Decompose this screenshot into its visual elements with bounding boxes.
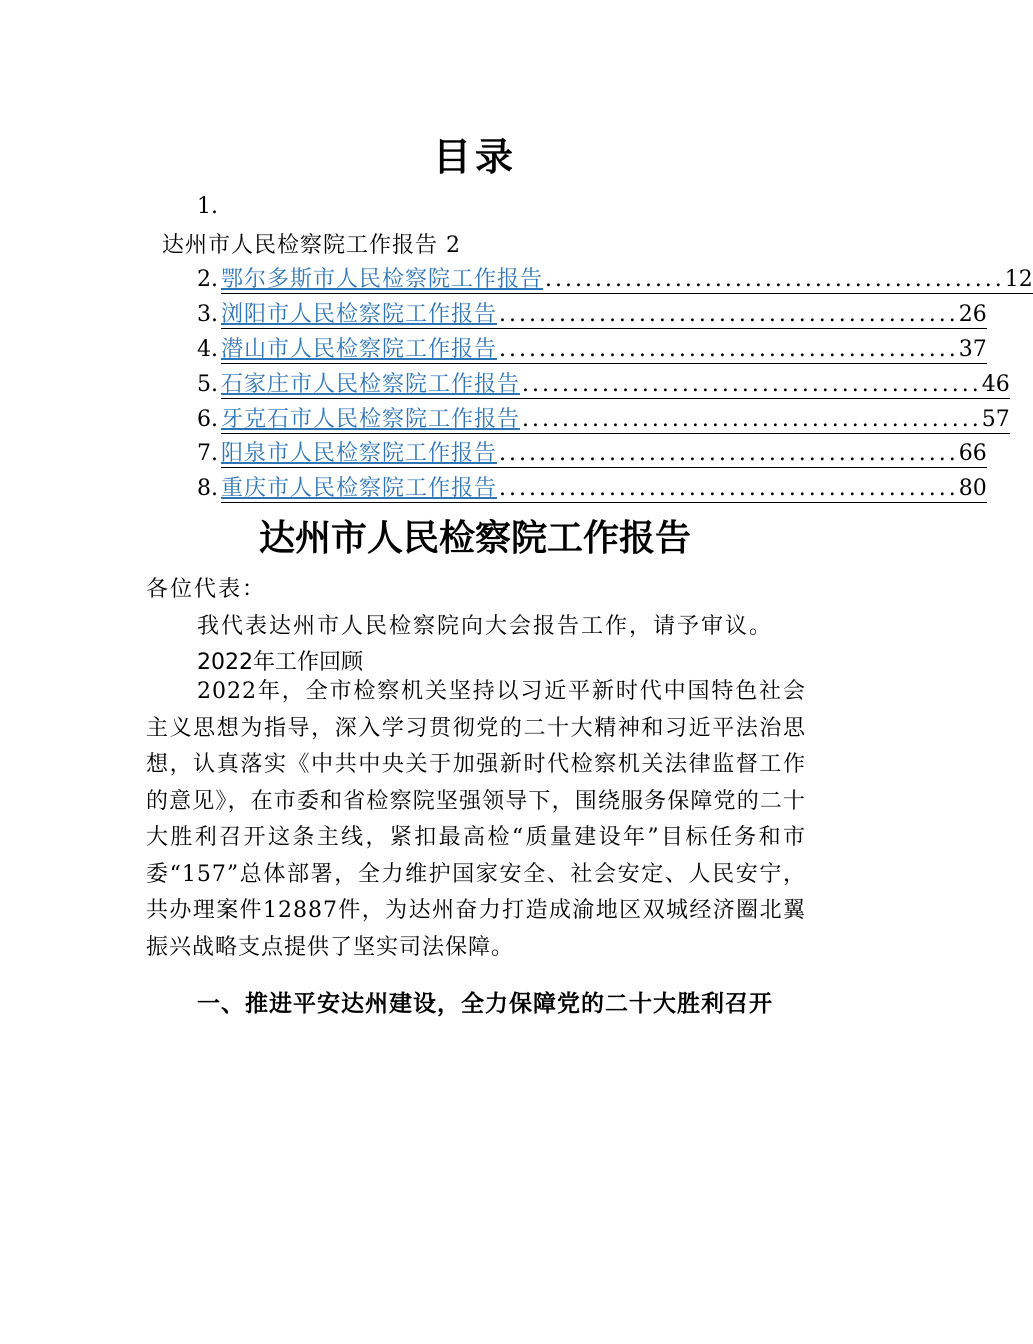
toc-entry-link[interactable] (221, 297, 987, 329)
toc-entry-link[interactable] (221, 262, 1033, 294)
toc-leader-dots: .............................................. (522, 372, 982, 397)
year-review-heading: 2022年工作回顾 (197, 650, 363, 675)
toc-leader-dots: .............................................. (545, 267, 1005, 292)
toc-entry[interactable] (197, 262, 1033, 292)
toc-entry-page: 46 (981, 372, 1010, 397)
toc-entry-number: 5. (197, 372, 218, 397)
toc-entry-link[interactable] (221, 332, 987, 364)
toc-entry[interactable] (197, 367, 1010, 397)
toc-entry-number: 6. (197, 407, 218, 432)
salutation: 各位代表： (146, 577, 267, 602)
toc-entry-number: 4. (197, 337, 218, 362)
section-heading: 一、推进平安达州建设，全力保障党的二十大胜利召开 (197, 991, 773, 1017)
toc-entry-number: 3. (197, 302, 218, 327)
toc-entry-label[interactable]: 牙克石市人民检察院工作报告 (221, 407, 521, 432)
toc-first-number: 1. (197, 194, 218, 219)
toc-entry-link[interactable] (221, 402, 1010, 434)
toc-leader-dots: .............................................. (522, 407, 982, 432)
toc-entry[interactable] (197, 402, 1010, 432)
toc-entry-label[interactable]: 鄂尔多斯市人民检察院工作报告 (221, 267, 544, 292)
toc-entry-label[interactable]: 重庆市人民检察院工作报告 (221, 476, 498, 501)
toc-leader-dots: .............................................. (499, 337, 959, 362)
toc-entry-label[interactable]: 浏阳市人民检察院工作报告 (221, 302, 498, 327)
toc-entry[interactable] (197, 436, 987, 466)
toc-entry-page: 57 (981, 407, 1010, 432)
toc-leader-dots: .............................................. (499, 476, 959, 501)
toc-entry[interactable] (197, 471, 987, 501)
report-title: 达州市人民检察院工作报告 (258, 517, 691, 559)
toc-entry[interactable] (197, 297, 987, 327)
body-paragraph: 2022年，全市检察机关坚持以习近平新时代中国特色社会主义思想为指导，深入学习贯彻党的二十大精神和习近平法治思想，认真落实《中共中央关于加强新时代检察机关法律监督工作的意见》，在市委和省检察院坚强领导下，围绕服务保障党的二十大胜利召开这条主线，紧扣最高检“质量建设年”目标任务和市委“157”总体部署，全力维护国家安全、社会安定、人民安宁，共办理案件12887件，为达州奋力打造成渝地区双城经济圈北翼振兴战略支点提供了坚实司法保障。 (146, 679, 806, 960)
toc-entry-label[interactable]: 潜山市人民检察院工作报告 (221, 337, 498, 362)
toc-entry-link[interactable] (221, 471, 987, 503)
toc-entry-number: 8. (197, 476, 218, 501)
toc-entry-page: 26 (958, 302, 987, 327)
toc-leader-dots: .............................................. (499, 302, 959, 327)
toc-entry-page: 66 (958, 441, 987, 466)
toc-entry-number: 2. (197, 267, 218, 292)
toc-entry-page: 80 (958, 476, 987, 501)
toc-entry-link[interactable] (221, 436, 987, 468)
intro-sentence: 我代表达州市人民检察院向大会报告工作，请予审议。 (197, 614, 774, 639)
toc-entry[interactable] (197, 332, 987, 362)
toc-first-entry[interactable]: 达州市人民检察院工作报告 2 (162, 233, 461, 258)
toc-entry-link[interactable] (221, 367, 1010, 399)
toc-entry-number: 7. (197, 441, 218, 466)
toc-entry-page: 37 (958, 337, 987, 362)
toc-leader-dots: .............................................. (499, 441, 959, 466)
toc-title: 目录 (432, 134, 517, 179)
toc-entry-label[interactable]: 石家庄市人民检察院工作报告 (221, 372, 521, 397)
toc-entry-label[interactable]: 阳泉市人民检察院工作报告 (221, 441, 498, 466)
toc-entry-page: 12 (1004, 267, 1033, 292)
